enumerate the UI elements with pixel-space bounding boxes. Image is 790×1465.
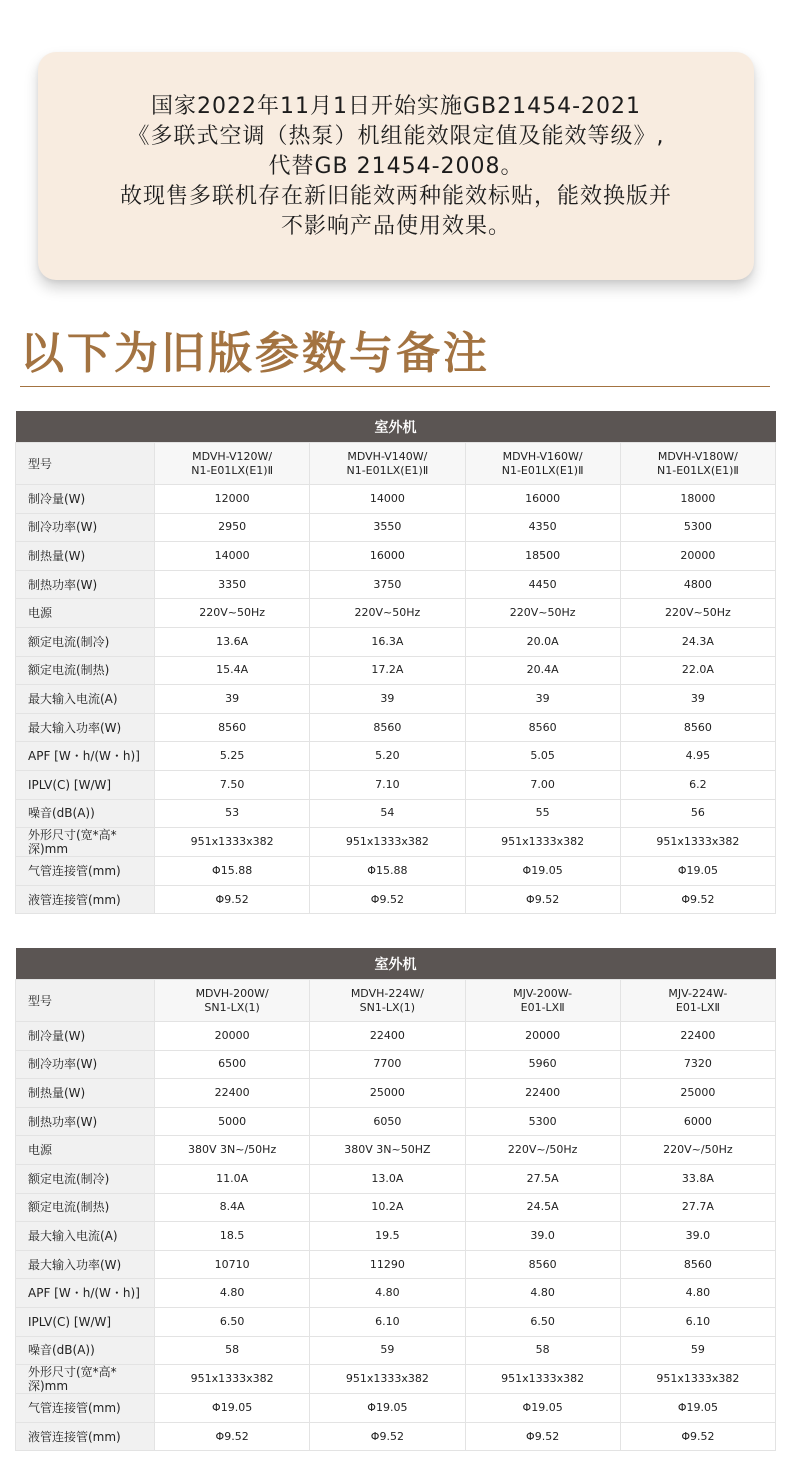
spec-table-2 <box>15 948 776 1451</box>
value-cell: 17.2A <box>310 656 465 685</box>
value-cell: 220V~50Hz <box>310 599 465 628</box>
value-cell: Φ9.52 <box>310 1422 465 1451</box>
table-title: 室外机 <box>16 948 776 980</box>
spec-table-1 <box>15 411 776 914</box>
model-line: MJV-224W- <box>668 986 728 1000</box>
value-cell: 6.10 <box>310 1307 465 1336</box>
value-cell: 5300 <box>465 1107 620 1136</box>
table-row <box>16 828 776 857</box>
value-cell: 8560 <box>310 713 465 742</box>
value-cell: 951x1333x382 <box>620 828 775 857</box>
value-cell: 5.05 <box>465 742 620 771</box>
table-row <box>16 799 776 828</box>
row-label: IPLV(C) [W/W] <box>16 1307 155 1336</box>
table-row <box>16 770 776 799</box>
value-cell: 15.4A <box>155 656 310 685</box>
row-label: 制冷量(W) <box>16 1022 155 1051</box>
table-row <box>16 1394 776 1423</box>
value-cell: 20.0A <box>465 627 620 656</box>
table-row <box>16 1250 776 1279</box>
value-cell: 54 <box>310 799 465 828</box>
model-row <box>16 980 776 1022</box>
table-row <box>16 713 776 742</box>
value-cell: 3350 <box>155 570 310 599</box>
notice-line: 《多联式空调（热泵）机组能效限定值及能效等级》, <box>127 124 665 149</box>
row-label: 液管连接管(mm) <box>16 885 155 914</box>
value-cell: 6.50 <box>155 1307 310 1336</box>
value-cell: 20000 <box>620 542 775 571</box>
notice-line: 代替GB 21454-2008。 <box>268 154 524 179</box>
value-cell: 14000 <box>155 542 310 571</box>
model-line: N1-E01LX(E1)Ⅱ <box>346 463 429 477</box>
value-cell: 8560 <box>620 1250 775 1279</box>
value-cell: Φ9.52 <box>465 1422 620 1451</box>
value-cell: 11290 <box>310 1250 465 1279</box>
row-label: 型号 <box>16 443 155 485</box>
value-cell: 220V~/50Hz <box>620 1136 775 1165</box>
value-cell: 53 <box>155 799 310 828</box>
table-row <box>16 1164 776 1193</box>
value-cell: 5960 <box>465 1050 620 1079</box>
value-cell: 6.50 <box>465 1307 620 1336</box>
row-label: 噪音(dB(A)) <box>16 1336 155 1365</box>
value-cell: 56 <box>620 799 775 828</box>
model-line: MDVH-V160W/ <box>502 449 583 463</box>
value-cell: Φ9.52 <box>155 885 310 914</box>
value-cell: 2950 <box>155 513 310 542</box>
value-cell: Φ19.05 <box>465 857 620 886</box>
value-cell: 4350 <box>465 513 620 542</box>
value-cell: 27.5A <box>465 1164 620 1193</box>
value-cell: Φ19.05 <box>620 1394 775 1423</box>
table-row <box>16 885 776 914</box>
table-row <box>16 1365 776 1394</box>
table-row <box>16 656 776 685</box>
energy-label-notice <box>38 52 754 280</box>
value-cell: 16000 <box>465 485 620 514</box>
table-row <box>16 1336 776 1365</box>
value-cell: 22.0A <box>620 656 775 685</box>
value-cell: 4800 <box>620 570 775 599</box>
value-cell: 3550 <box>310 513 465 542</box>
value-cell: 22400 <box>155 1079 310 1108</box>
value-cell: 22400 <box>310 1022 465 1051</box>
model-cell <box>620 443 775 485</box>
value-cell: 7700 <box>310 1050 465 1079</box>
table-row <box>16 542 776 571</box>
value-cell: 39.0 <box>620 1222 775 1251</box>
value-cell: 951x1333x382 <box>310 1365 465 1394</box>
value-cell: 22400 <box>620 1022 775 1051</box>
model-line: MDVH-V180W/ <box>657 449 738 463</box>
value-cell: 5.20 <box>310 742 465 771</box>
model-line: E01-LXⅡ <box>520 1000 565 1014</box>
value-cell: 39.0 <box>465 1222 620 1251</box>
value-cell: 39 <box>620 685 775 714</box>
row-label: 电源 <box>16 599 155 628</box>
value-cell: 39 <box>155 685 310 714</box>
value-cell: Φ19.05 <box>620 857 775 886</box>
row-label: 制冷量(W) <box>16 485 155 514</box>
value-cell: Φ9.52 <box>155 1422 310 1451</box>
value-cell: 6000 <box>620 1107 775 1136</box>
model-cell <box>620 980 775 1022</box>
table-title: 室外机 <box>16 411 776 443</box>
value-cell: 8560 <box>155 713 310 742</box>
value-cell: Φ19.05 <box>465 1394 620 1423</box>
row-label: 额定电流(制热) <box>16 1193 155 1222</box>
table-row <box>16 1022 776 1051</box>
value-cell: 6500 <box>155 1050 310 1079</box>
value-cell: 220V~50Hz <box>465 599 620 628</box>
table-row <box>16 1107 776 1136</box>
value-cell: 3750 <box>310 570 465 599</box>
value-cell: 5000 <box>155 1107 310 1136</box>
value-cell: Φ9.52 <box>310 885 465 914</box>
table-row <box>16 513 776 542</box>
row-label: 制热量(W) <box>16 1079 155 1108</box>
notice-line: 不影响产品使用效果。 <box>280 214 511 239</box>
row-label: 噪音(dB(A)) <box>16 799 155 828</box>
row-label: 最大输入功率(W) <box>16 1250 155 1279</box>
value-cell: 24.5A <box>465 1193 620 1222</box>
value-cell: 951x1333x382 <box>620 1365 775 1394</box>
model-cell <box>310 980 465 1022</box>
table-header-row <box>16 948 776 980</box>
table-row <box>16 1050 776 1079</box>
value-cell: 25000 <box>310 1079 465 1108</box>
value-cell: 13.0A <box>310 1164 465 1193</box>
value-cell: 24.3A <box>620 627 775 656</box>
value-cell: 20000 <box>465 1022 620 1051</box>
value-cell: 951x1333x382 <box>310 828 465 857</box>
row-label: 制热功率(W) <box>16 1107 155 1136</box>
value-cell: 14000 <box>310 485 465 514</box>
row-label: 制热量(W) <box>16 542 155 571</box>
value-cell: 55 <box>465 799 620 828</box>
value-cell: 6.10 <box>620 1307 775 1336</box>
value-cell: 16000 <box>310 542 465 571</box>
table-row <box>16 742 776 771</box>
value-cell: 19.5 <box>310 1222 465 1251</box>
section-heading: 以下为旧版参数与备注 <box>20 328 490 379</box>
value-cell: 20000 <box>155 1022 310 1051</box>
model-line: N1-E01LX(E1)Ⅱ <box>191 463 273 477</box>
value-cell: 951x1333x382 <box>465 828 620 857</box>
row-label: IPLV(C) [W/W] <box>16 770 155 799</box>
table-row <box>16 685 776 714</box>
value-cell: 59 <box>620 1336 775 1365</box>
value-cell: 7.00 <box>465 770 620 799</box>
row-label: 最大输入功率(W) <box>16 713 155 742</box>
table-row <box>16 570 776 599</box>
table-row <box>16 599 776 628</box>
row-label: 额定电流(制冷) <box>16 627 155 656</box>
value-cell: 6050 <box>310 1107 465 1136</box>
value-cell: 5300 <box>620 513 775 542</box>
value-cell: 8.4A <box>155 1193 310 1222</box>
row-label: APF [W・h/(W・h)] <box>16 742 155 771</box>
row-label: 制冷功率(W) <box>16 513 155 542</box>
model-line: MJV-200W- <box>513 986 573 1000</box>
row-label: 外形尺寸(宽*高*深)mm <box>16 1365 155 1394</box>
model-cell <box>155 443 310 485</box>
table-row <box>16 1136 776 1165</box>
value-cell: Φ15.88 <box>155 857 310 886</box>
row-label: 额定电流(制热) <box>16 656 155 685</box>
row-label: 电源 <box>16 1136 155 1165</box>
model-line: SN1-LX(1) <box>204 1000 260 1014</box>
value-cell: 22400 <box>465 1079 620 1108</box>
value-cell: 20.4A <box>465 656 620 685</box>
model-line: MDVH-224W/ <box>350 986 424 1000</box>
row-label: 制热功率(W) <box>16 570 155 599</box>
model-line: SN1-LX(1) <box>359 1000 416 1014</box>
model-line: N1-E01LX(E1)Ⅱ <box>657 463 739 477</box>
table-row <box>16 1079 776 1108</box>
row-label: 外形尺寸(宽*高*深)mm <box>16 828 155 857</box>
model-line: N1-E01LX(E1)Ⅱ <box>501 463 584 477</box>
value-cell: Φ9.52 <box>620 1422 775 1451</box>
value-cell: 58 <box>465 1336 620 1365</box>
model-line: MDVH-200W/ <box>195 986 269 1000</box>
value-cell: 951x1333x382 <box>155 1365 310 1394</box>
model-cell <box>155 980 310 1022</box>
value-cell: 8560 <box>620 713 775 742</box>
value-cell: 16.3A <box>310 627 465 656</box>
value-cell: 33.8A <box>620 1164 775 1193</box>
value-cell: 4.80 <box>155 1279 310 1308</box>
row-label: 最大输入电流(A) <box>16 685 155 714</box>
value-cell: 220V~/50Hz <box>465 1136 620 1165</box>
row-label: 气管连接管(mm) <box>16 857 155 886</box>
value-cell: 39 <box>310 685 465 714</box>
row-label: 最大输入电流(A) <box>16 1222 155 1251</box>
value-cell: 4.80 <box>310 1279 465 1308</box>
value-cell: 4.95 <box>620 742 775 771</box>
value-cell: 12000 <box>155 485 310 514</box>
heading-divider <box>20 386 770 387</box>
model-cell <box>310 443 465 485</box>
model-row <box>16 443 776 485</box>
value-cell: 18000 <box>620 485 775 514</box>
value-cell: 6.2 <box>620 770 775 799</box>
row-label: 额定电流(制冷) <box>16 1164 155 1193</box>
table-row <box>16 627 776 656</box>
value-cell: 59 <box>310 1336 465 1365</box>
value-cell: Φ19.05 <box>310 1394 465 1423</box>
table-row <box>16 1279 776 1308</box>
model-cell <box>465 443 620 485</box>
value-cell: Φ15.88 <box>310 857 465 886</box>
value-cell: 7.50 <box>155 770 310 799</box>
value-cell: 220V~50Hz <box>620 599 775 628</box>
table-row <box>16 857 776 886</box>
table-header-row <box>16 411 776 443</box>
value-cell: 5.25 <box>155 742 310 771</box>
table-row <box>16 485 776 514</box>
row-label: 气管连接管(mm) <box>16 1394 155 1423</box>
model-cell <box>465 980 620 1022</box>
value-cell: 8560 <box>465 713 620 742</box>
model-line: E01-LXⅡ <box>675 1000 720 1014</box>
value-cell: 4450 <box>465 570 620 599</box>
model-line: MDVH-V120W/ <box>192 449 273 463</box>
model-line: MDVH-V140W/ <box>347 449 428 463</box>
value-cell: 11.0A <box>155 1164 310 1193</box>
value-cell: 39 <box>465 685 620 714</box>
row-label: 型号 <box>16 980 155 1022</box>
value-cell: 8560 <box>465 1250 620 1279</box>
table-row <box>16 1422 776 1451</box>
value-cell: 4.80 <box>465 1279 620 1308</box>
value-cell: Φ9.52 <box>620 885 775 914</box>
value-cell: 27.7A <box>620 1193 775 1222</box>
value-cell: 25000 <box>620 1079 775 1108</box>
value-cell: 18.5 <box>155 1222 310 1251</box>
value-cell: 951x1333x382 <box>465 1365 620 1394</box>
value-cell: 10710 <box>155 1250 310 1279</box>
row-label: APF [W・h/(W・h)] <box>16 1279 155 1308</box>
row-label: 液管连接管(mm) <box>16 1422 155 1451</box>
value-cell: 18500 <box>465 542 620 571</box>
value-cell: 7320 <box>620 1050 775 1079</box>
table-row <box>16 1222 776 1251</box>
notice-line: 故现售多联机存在新旧能效两种能效标贴，能效换版并 <box>119 184 672 209</box>
row-label: 制冷功率(W) <box>16 1050 155 1079</box>
value-cell: Φ19.05 <box>155 1394 310 1423</box>
value-cell: 58 <box>155 1336 310 1365</box>
value-cell: 13.6A <box>155 627 310 656</box>
value-cell: 10.2A <box>310 1193 465 1222</box>
value-cell: 7.10 <box>310 770 465 799</box>
value-cell: 380V 3N~/50Hz <box>155 1136 310 1165</box>
value-cell: 951x1333x382 <box>155 828 310 857</box>
value-cell: Φ9.52 <box>465 885 620 914</box>
value-cell: 220V~50Hz <box>155 599 310 628</box>
table-row <box>16 1193 776 1222</box>
value-cell: 4.80 <box>620 1279 775 1308</box>
table-row <box>16 1307 776 1336</box>
value-cell: 380V 3N~50HZ <box>310 1136 465 1165</box>
notice-line: 国家2022年11月1日开始实施GB21454-2021 <box>150 94 642 119</box>
